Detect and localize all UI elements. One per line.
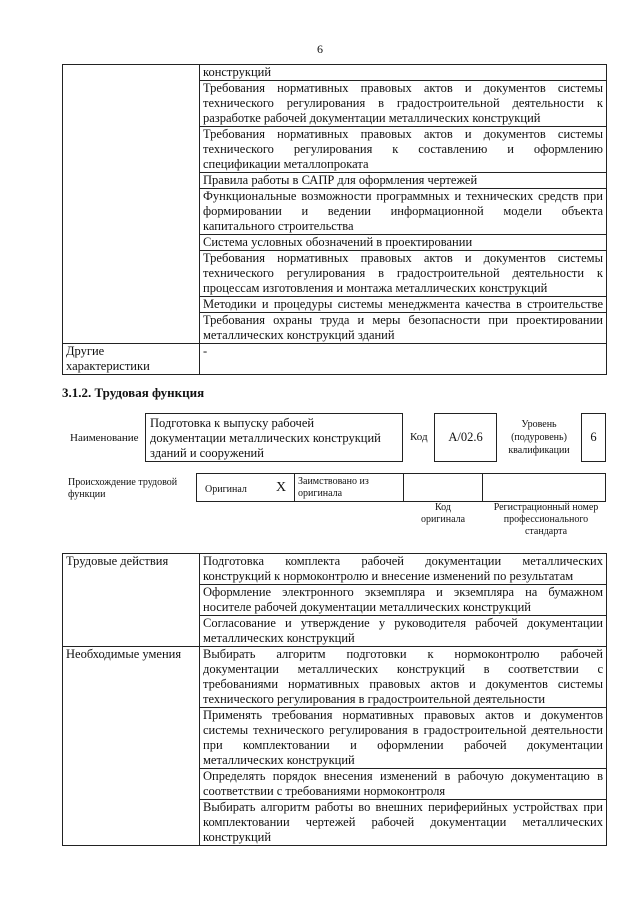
function-name-box	[145, 413, 403, 462]
knowledge-item: Требования охраны труда и меры безопасности при проектировании металлических конструкций зданий	[200, 313, 607, 344]
table-label-cell-empty	[63, 65, 200, 344]
origin-label: Происхождение трудовой функции	[68, 477, 178, 500]
labor-action-item: Оформление электронного экземпляра и экземпляра на бумажном носителе рабочей документации металлических конструкций	[200, 585, 607, 616]
page-number: 6	[317, 42, 323, 56]
code-label: Код	[410, 431, 428, 443]
skills-label: Необходимые умения	[63, 647, 200, 846]
table-row	[63, 344, 607, 375]
knowledge-item: Правила работы в САПР для оформления чертежей	[200, 173, 607, 189]
skill-item: Применять требования нормативных правовых актов и документов системы технического регулирования в градостроительной деятельности при комплектовании и оформлении рабочей документации металлических конструкций	[200, 708, 607, 769]
knowledge-item: Система условных обозначений в проектировании	[200, 235, 607, 251]
other-characteristics-value: -	[200, 344, 607, 375]
divider	[403, 473, 404, 502]
labor-action-item: Подготовка комплекта рабочей документации металлических конструкций к нормоконтролю и внесение изменений по результатам	[200, 554, 607, 585]
qualification-level-value: 6	[581, 413, 606, 462]
code-value: А/02.6	[434, 413, 497, 462]
knowledge-table	[62, 64, 607, 375]
labor-actions-label: Трудовые действия	[63, 554, 200, 647]
knowledge-item: Функциональные возможности программных и технических средств при формировании и ведении информационной модели объекта капитального строительства	[200, 189, 607, 235]
divider	[294, 473, 295, 502]
divider	[482, 473, 483, 502]
function-name-line: Подготовка к выпуску рабочей	[150, 416, 315, 430]
knowledge-item: конструкций	[200, 65, 607, 81]
function-name-line: зданий и сооружений	[150, 446, 264, 460]
knowledge-item: Требования нормативных правовых актов и документов системы технического регулирования в градостроительной деятельности к процессам изготовления и монтажа металлических конструкций	[200, 251, 607, 297]
knowledge-item: Требования нормативных правовых актов и документов системы технического регулирования к составлению и оформлению спецификации металлопроката	[200, 127, 607, 173]
original-code-caption: Код оригинала	[420, 502, 466, 525]
labor-function-table	[62, 553, 607, 846]
table-row	[63, 65, 607, 81]
knowledge-item: Требования нормативных правовых актов и документов системы технического регулирования в градостроительной деятельности к разработке рабочей документации металлических конструкций	[200, 81, 607, 127]
labor-action-item: Согласование и утверждение у руководителя рабочей документации металлических конструкций	[200, 616, 607, 647]
knowledge-item: Методики и процедуры системы менеджмента качества в строительстве	[200, 297, 607, 313]
skill-item: Определять порядок внесения изменений в рабочую документацию в соответствии с требованиями нормоконтроля	[200, 769, 607, 800]
borrowed-label: Заимствовано из оригинала	[298, 476, 369, 499]
original-label: Оригинал	[205, 484, 247, 495]
qualification-level-label: Уровень (подуровень) квалификации	[508, 419, 570, 456]
name-label: Наименование	[70, 432, 139, 444]
table-row	[63, 647, 607, 708]
other-characteristics-label: Другие характеристики	[63, 344, 200, 375]
original-mark: X	[276, 480, 287, 495]
origin-table	[196, 473, 606, 502]
skill-item: Выбирать алгоритм подготовки к нормоконтролю рабочей документации металлических конструкций в соответствии с требованиями нормативных правовых актов и документов системы технического регулирования в градостроительной деятельности	[200, 647, 607, 708]
table-row	[63, 554, 607, 585]
section-title: 3.1.2. Трудовая функция	[62, 385, 205, 400]
registration-number-caption: Регистрационный номер профессионального стандарта	[493, 502, 599, 537]
skill-item: Выбирать алгоритм работы во внешних периферийных устройствах при комплектовании чертежей рабочей документации металлических конструкций	[200, 800, 607, 846]
function-name-line: документации металлических конструкций	[150, 431, 381, 445]
